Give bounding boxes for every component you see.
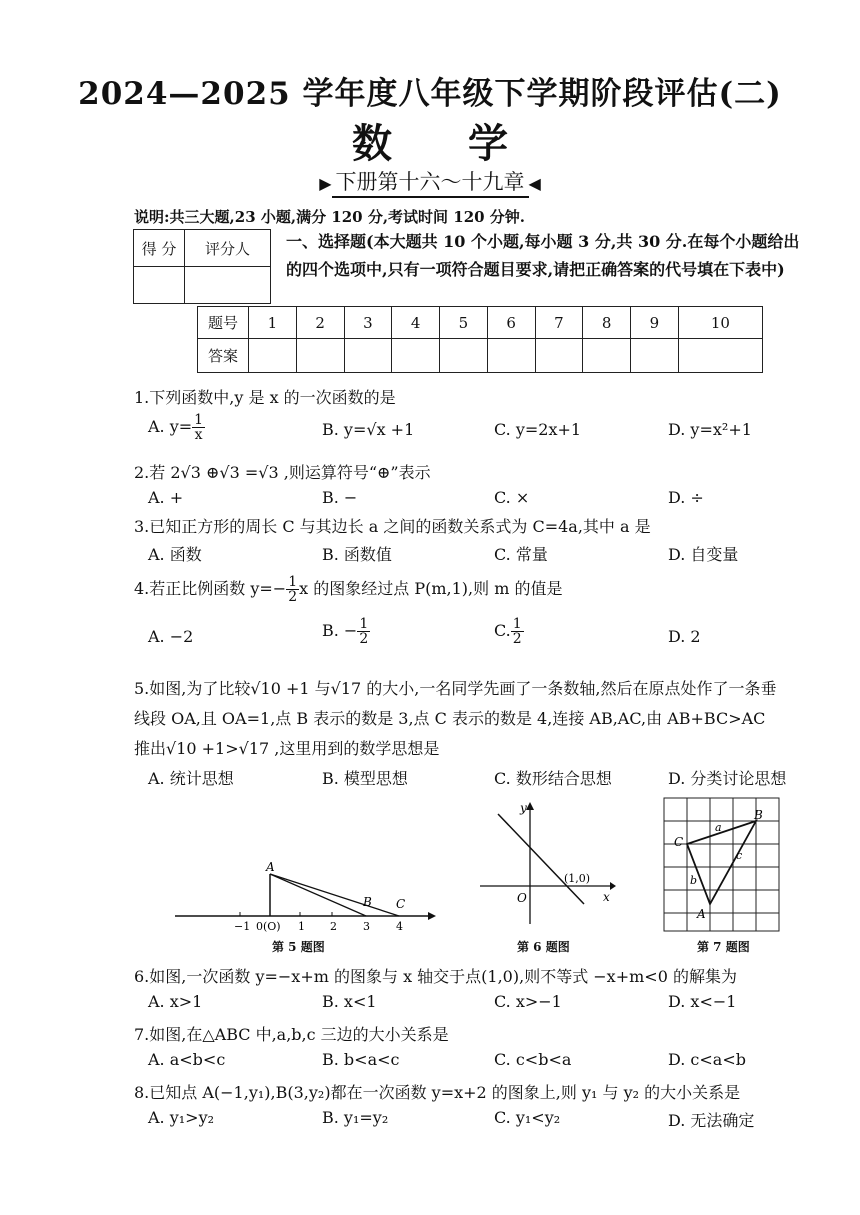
q7-option-d: D. c<a<b bbox=[668, 1050, 746, 1069]
question-5-line-2: 线段 OA,且 OA=1,点 B 表示的数是 3,点 C 表示的数是 4,连接 AB,AC,由 AB+BC>AC bbox=[134, 709, 766, 728]
point-label-a: A bbox=[266, 860, 275, 874]
q2-option-a: A. + bbox=[148, 488, 184, 507]
segment-ab bbox=[270, 874, 366, 916]
question-number-cell: 2 bbox=[296, 307, 344, 339]
triangle-right-icon: ▶ bbox=[319, 174, 332, 193]
q1-option-b: B. y=√x +1 bbox=[322, 420, 415, 439]
answer-cell[interactable] bbox=[296, 339, 344, 373]
side-label-b: b bbox=[690, 874, 698, 887]
question-5-line-3: 推出√10 +1>√17 ,这里用到的数学思想是 bbox=[134, 739, 440, 758]
side-label-a: a bbox=[715, 821, 722, 834]
q8-option-c: C. y₁<y₂ bbox=[494, 1108, 561, 1127]
subject-char-2: 学 bbox=[468, 120, 508, 167]
q8-option-d: D. 无法确定 bbox=[668, 1111, 755, 1130]
point-label-c: C bbox=[396, 897, 406, 911]
subject-title bbox=[0, 112, 860, 169]
origin-label: O bbox=[517, 891, 527, 905]
q6-option-b: B. x<1 bbox=[322, 992, 377, 1011]
intercept-label: (1,0) bbox=[564, 872, 591, 885]
question-5-line-1: 5.如图,为了比较√10 +1 与√17 的大小,一名同学先画了一条数轴,然后在原点处作了一条垂 bbox=[134, 679, 777, 698]
grader-label: 评分人 bbox=[185, 230, 271, 267]
side-label-c: c bbox=[736, 849, 743, 862]
q1-option-c: C. y=2x+1 bbox=[494, 420, 582, 439]
q3-option-b: B. 函数值 bbox=[322, 545, 392, 564]
figure-6-graph bbox=[476, 800, 616, 928]
figure-6-caption: 第 6 题图 bbox=[517, 940, 570, 954]
q8-option-a: A. y₁>y₂ bbox=[148, 1108, 215, 1127]
axis-arrow-icon bbox=[428, 912, 436, 920]
answer-cell[interactable] bbox=[440, 339, 488, 373]
q6-option-a: A. x>1 bbox=[148, 992, 203, 1011]
question-8-stem: 8.已知点 A(−1,y₁),B(3,y₂)都在一次函数 y=x+2 的图象上,则 y₁ 与 y₂ 的大小关系是 bbox=[134, 1083, 741, 1102]
q2-option-d: D. ÷ bbox=[668, 488, 704, 507]
q3-option-a: A. 函数 bbox=[148, 545, 202, 564]
vertex-label-b: B bbox=[754, 808, 763, 822]
q8-option-b: B. y₁=y₂ bbox=[322, 1108, 389, 1127]
score-cell[interactable] bbox=[134, 267, 185, 304]
tick-label-3: 3 bbox=[363, 920, 370, 933]
subject-char-1: 数 bbox=[352, 120, 392, 167]
x-axis-arrow-icon bbox=[610, 882, 616, 890]
question-1-stem: 1.下列函数中,y 是 x 的一次函数的是 bbox=[134, 388, 396, 407]
question-number-header: 题号 bbox=[198, 307, 249, 339]
q2-option-c: C. × bbox=[494, 488, 530, 507]
question-number-cell: 8 bbox=[583, 307, 631, 339]
q2-option-b: B. − bbox=[322, 488, 358, 507]
answer-cell[interactable] bbox=[392, 339, 440, 373]
q1-option-a: A. y= $\frac{1}{x}$ bbox=[148, 412, 204, 443]
answer-cell[interactable] bbox=[249, 339, 297, 373]
answer-cell[interactable] bbox=[344, 339, 392, 373]
y-axis-arrow-icon bbox=[526, 802, 534, 810]
vertex-label-c: C bbox=[674, 835, 684, 849]
answer-cell[interactable] bbox=[678, 339, 762, 373]
y-axis-label: y bbox=[520, 801, 527, 815]
exam-title: 2024—2025 学年度八年级下学期阶段评估(二) bbox=[78, 76, 782, 112]
score-label: 得 分 bbox=[134, 230, 185, 267]
q7-option-b: B. b<a<c bbox=[322, 1050, 400, 1069]
figure-7-grid-triangle bbox=[660, 794, 784, 936]
q7-option-c: C. c<b<a bbox=[494, 1050, 572, 1069]
section-1-title: 一、选择题(本大题共 10 个小题,每小题 3 分,共 30 分.在每个小题给出的四个选项中,只有一项符合题目要求,请把正确答案的代号填在下表中) bbox=[286, 232, 800, 279]
tick-label-1: 1 bbox=[298, 920, 305, 933]
exam-instructions: 说明:共三大题,23 小题,满分 120 分,考试时间 120 分钟. bbox=[134, 208, 526, 226]
figure-7-caption: 第 7 题图 bbox=[697, 940, 750, 954]
q5-option-b: B. 模型思想 bbox=[322, 769, 408, 788]
figure-5-number-line bbox=[170, 860, 440, 936]
question-4-stem: 4.若正比例函数 y=− $\frac{1}{2}$ x 的图象经过点 P(m,1),则 m 的值是 bbox=[134, 574, 563, 605]
question-3-stem: 3.已知正方形的周长 C 与其边长 a 之间的函数关系式为 C=4a,其中 a 是 bbox=[134, 517, 651, 536]
score-box bbox=[133, 229, 271, 304]
q6-option-d: D. x<−1 bbox=[668, 992, 737, 1011]
question-number-cell: 7 bbox=[535, 307, 583, 339]
q5-option-c: C. 数形结合思想 bbox=[494, 769, 612, 788]
question-number-cell: 4 bbox=[392, 307, 440, 339]
q5-option-a: A. 统计思想 bbox=[148, 769, 234, 788]
q3-option-c: C. 常量 bbox=[494, 545, 548, 564]
segment-ac bbox=[270, 874, 399, 916]
q4-option-d: D. 2 bbox=[668, 627, 701, 646]
question-number-cell: 3 bbox=[344, 307, 392, 339]
tick-label-neg1: −1 bbox=[234, 920, 251, 933]
q5-option-d: D. 分类讨论思想 bbox=[668, 769, 787, 788]
q4-option-c: C. $\frac{1}{2}$ bbox=[494, 616, 522, 647]
q7-option-a: A. a<b<c bbox=[148, 1050, 226, 1069]
question-number-cell: 9 bbox=[631, 307, 679, 339]
q4-option-b: B. − $\frac{1}{2}$ bbox=[322, 616, 369, 647]
grader-cell[interactable] bbox=[185, 267, 271, 304]
answer-cell[interactable] bbox=[631, 339, 679, 373]
question-2-stem: 2.若 2√3 ⊕√3 =√3 ,则运算符号“⊕”表示 bbox=[134, 463, 431, 482]
answer-table bbox=[197, 306, 763, 373]
figure-5-caption: 第 5 题图 bbox=[272, 940, 325, 954]
answer-cell[interactable] bbox=[487, 339, 535, 373]
q1-option-d: D. y=x²+1 bbox=[668, 420, 752, 439]
chapter-banner bbox=[0, 166, 860, 198]
triangle-left-icon: ◀ bbox=[528, 174, 541, 193]
question-number-cell: 5 bbox=[440, 307, 488, 339]
answer-cell[interactable] bbox=[535, 339, 583, 373]
function-line bbox=[498, 814, 584, 904]
answer-header: 答案 bbox=[198, 339, 249, 373]
question-number-cell: 1 bbox=[249, 307, 297, 339]
q4-option-a: A. −2 bbox=[148, 627, 194, 646]
tick-label-origin: 0(O) bbox=[256, 920, 281, 933]
question-6-stem: 6.如图,一次函数 y=−x+m 的图象与 x 轴交于点(1,0),则不等式 −x+m<0 的解集为 bbox=[134, 967, 737, 986]
question-number-cell: 6 bbox=[487, 307, 535, 339]
vertex-label-a: A bbox=[697, 907, 706, 921]
tick-label-4: 4 bbox=[396, 920, 403, 933]
q6-option-c: C. x>−1 bbox=[494, 992, 562, 1011]
question-7-stem: 7.如图,在△ABC 中,a,b,c 三边的大小关系是 bbox=[134, 1025, 449, 1044]
question-number-cell: 10 bbox=[678, 307, 762, 339]
tick-label-2: 2 bbox=[330, 920, 337, 933]
point-label-b: B bbox=[363, 895, 372, 909]
answer-cell[interactable] bbox=[583, 339, 631, 373]
x-axis-label: x bbox=[603, 890, 610, 904]
q3-option-d: D. 自变量 bbox=[668, 545, 739, 564]
chapter-text: 下册第十六～十九章 bbox=[332, 166, 529, 198]
